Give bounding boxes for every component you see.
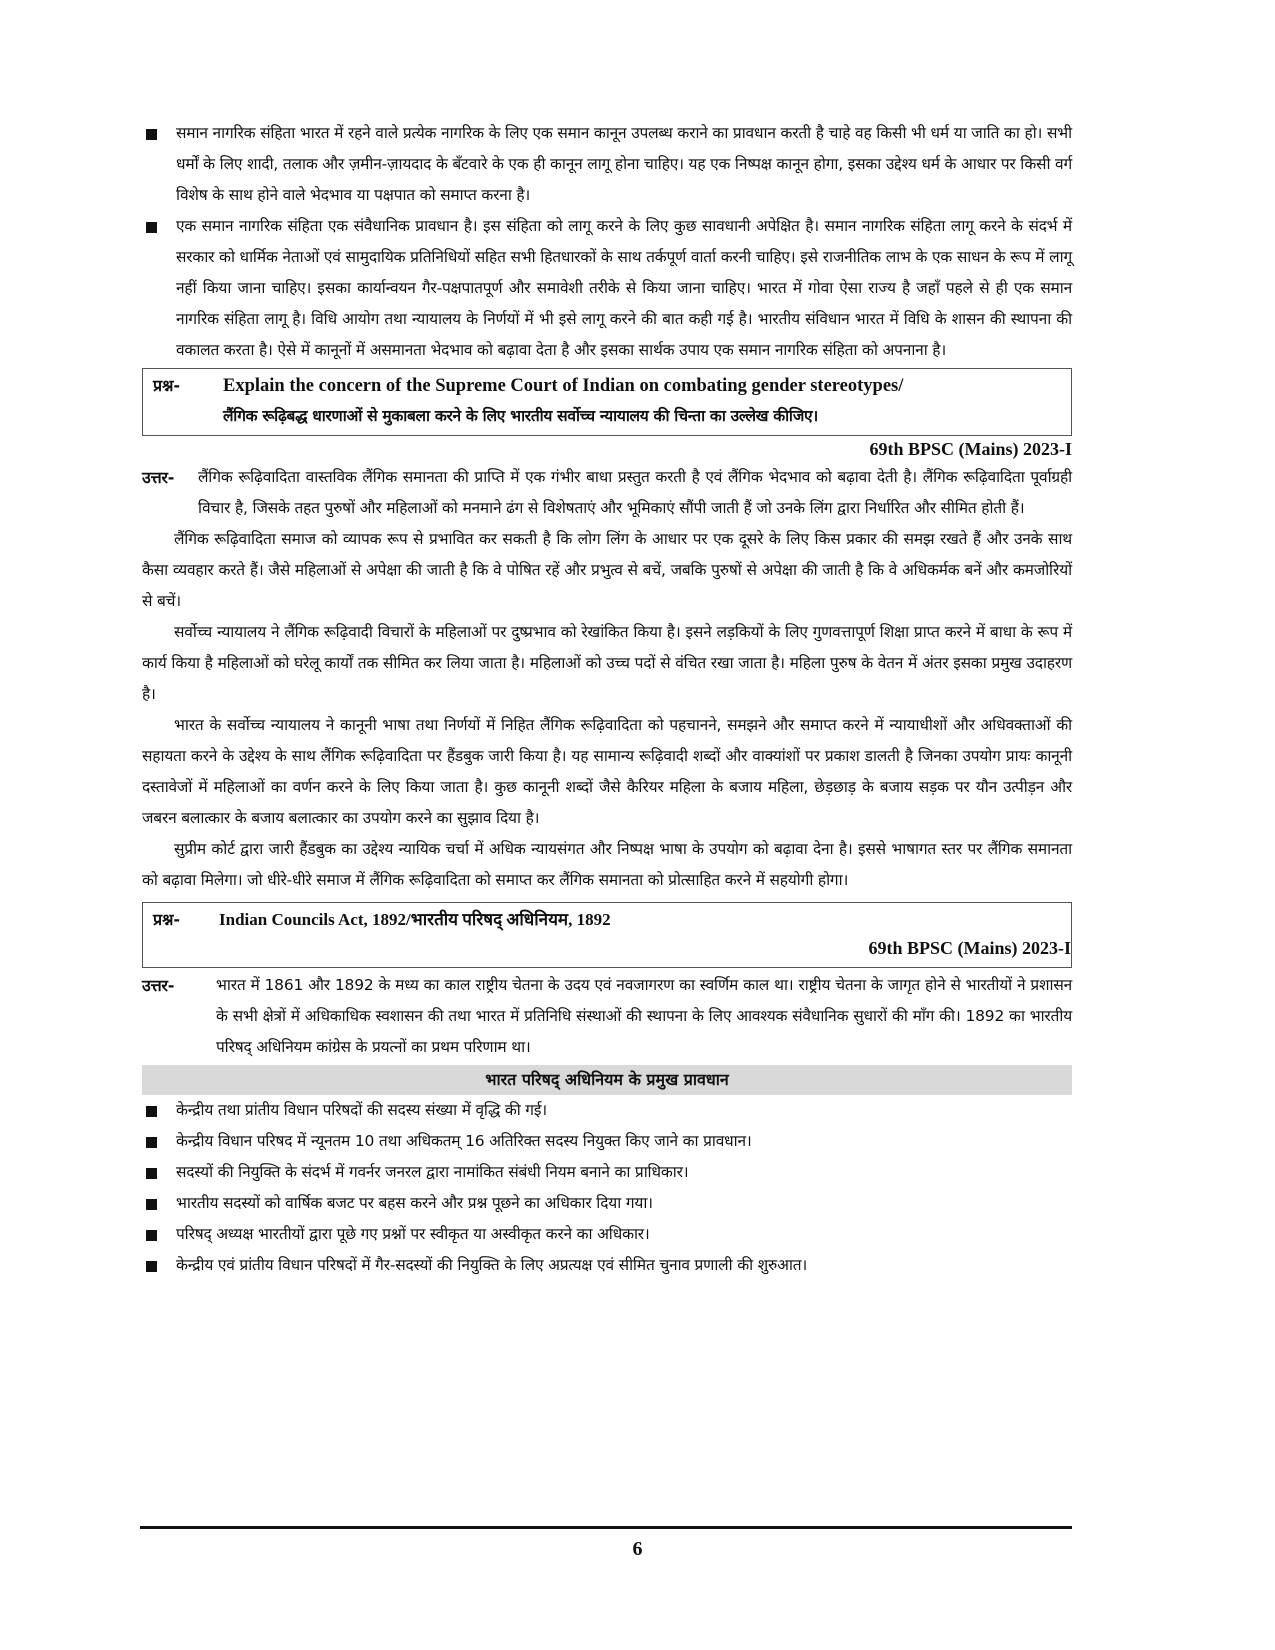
answer-block-2: [142, 970, 1072, 1063]
question-text-english: Explain the concern of the Supreme Court of Indian on combating gender stereotypes/: [223, 376, 904, 396]
square-bullet-icon: [146, 222, 157, 233]
provision-item: [142, 1188, 1072, 1219]
answer-intro: लैंगिक रूढ़िवादिता वास्तविक लैंगिक समानता की प्राप्ति में एक गंभीर बाधा प्रस्तुत करती है एवं लैंगिक भेदभाव को बढ़ावा देती है। लैंगिक रूढ़िवादिता पूर्वाग्रही विचार है, जिसके तहत पुरुषों और महिलाओं को मनमाने ढंग से विशेषताएं और भूमिकाएं सौंपी जाती हैं जो उनके लिंग द्वारा निर्धारित और सीमित होती हैं।: [198, 468, 1072, 517]
ucc-bullet-1: [142, 118, 1072, 211]
square-bullet-icon: [146, 129, 157, 140]
provision-item: [142, 1126, 1072, 1157]
provision-text: केन्द्रीय विधान परिषद में न्यूनतम 10 तथा अधिकतम् 16 अतिरिक्त सदस्य नियुक्त किए जाने का प्रावधान।: [176, 1132, 752, 1150]
provision-item: [142, 1219, 1072, 1250]
document-page: [142, 118, 1072, 1281]
answer-text: भारत में 1861 और 1892 के मध्य का काल राष्ट्रीय चेतना के उदय एवं नवजागरण का स्वर्णिम काल था। राष्ट्रीय चेतना के जागृत होने से भारतीयों ने प्रशासन के सभी क्षेत्रों में अधिकाधिक स्वशासन की तथा भारत में प्रतिनिधि संस्थाओं की स्थापना के लिए आवश्यक संवैधानिक सुधारों की माँग की। 1892 का भारतीय परिषद् अधिनियम कांग्रेस के प्रयत्नों का प्रथम परिणाम था।: [216, 976, 1072, 1056]
answer-block-1: [142, 462, 1072, 524]
question-label: प्रश्न-: [153, 376, 181, 395]
square-bullet-icon: [146, 1106, 157, 1117]
square-bullet-icon: [146, 1199, 157, 1210]
answer-paragraph: लैंगिक रूढ़िवादिता समाज को व्यापक रूप से प्रभावित कर सकती है कि लोग लिंग के आधार पर एक दूसरे के लिए किस प्रकार की समझ रखते हैं और उनके साथ कैसा व्यवहार करते हैं। जैसे महिलाओं से अपेक्षा की जाती है कि वे पोषित रहें और प्रभुत्व से बचें, जबकि पुरुषों से अपेक्षा की जाती है कि वे अधिकर्मक बनें और कमजोरियों से बचें।: [142, 530, 1072, 610]
provision-text: केन्द्रीय तथा प्रांतीय विधान परिषदों की सदस्य संख्या में वृद्धि की गई।: [176, 1101, 547, 1119]
square-bullet-icon: [146, 1230, 157, 1241]
answer-label: उत्तर-: [142, 976, 175, 995]
square-bullet-icon: [146, 1168, 157, 1179]
answer-label: उत्तर-: [142, 468, 175, 487]
answer-paragraph: सर्वोच्च न्यायालय ने लैंगिक रूढ़िवादी विचारों के महिलाओं पर दुष्प्रभाव को रेखांकित किया है। इसने लड़कियों के लिए गुणवत्तापूर्ण शिक्षा प्राप्त करने में बाधा के रूप में कार्य किया है महिलाओं को घरेलू कार्यों तक सीमित कर लिया जाता है। महिलाओं को उच्च पदों से वंचित रखा जाता है। महिला पुरुष के वेतन में अंतर इसका प्रमुख उदाहरण है।: [142, 623, 1072, 703]
question-label: प्रश्न-: [153, 910, 181, 929]
provisions-heading: भारत परिषद् अधिनियम के प्रमुख प्रावधान: [142, 1065, 1072, 1095]
answer-paragraph: सुप्रीम कोर्ट द्वारा जारी हैंडबुक का उद्देश्य न्यायिक चर्चा में अधिक न्यायसंगत और निष्पक्ष भाषा के उपयोग को बढ़ावा देना है। इससे भाषागत स्तर पर लैंगिक समानता को बढ़ावा मिलेगा। जो धीरे-धीरे समाज में लैंगिक रूढ़िवादिता को समाप्त कर लैंगिक समानता को प्रोत्साहित करने में सहयोगी होगा।: [142, 840, 1072, 889]
provision-text: भारतीय सदस्यों को वार्षिक बजट पर बहस करने और प्रश्न पूछने का अधिकार दिया गया।: [176, 1194, 653, 1212]
question-text-hindi: लैंगिक रूढ़िबद्ध धारणाओं से मुकाबला करने के लिए भारतीय सर्वोच्च न्यायालय की चिन्ता का उल्लेख कीजिए।: [223, 407, 818, 425]
square-bullet-icon: [146, 1261, 157, 1272]
exam-reference: 69th BPSC (Mains) 2023-I: [869, 439, 1072, 459]
provision-item: [142, 1250, 1072, 1281]
footer-divider: [140, 1526, 1072, 1529]
question-box-1: [142, 368, 1072, 436]
question-box-2: [142, 902, 1072, 968]
bullet-text: समान नागरिक संहिता भारत में रहने वाले प्रत्येक नागरिक के लिए एक समान कानून उपलब्ध कराने का प्रावधान करती है चाहे वह किसी भी धर्म या जाति का हो। सभी धर्मों के लिए शादी, तलाक और ज़मीन-ज़ायदाद के बँटवारे के एक ही कानून लागू होना चाहिए। यह एक निष्पक्ष कानून होगा, इसका उद्देश्य धर्म के आधार पर किसी वर्ग विशेष के साथ होने वाले भेदभाव या पक्षपात को समाप्त करना है।: [176, 124, 1072, 204]
ucc-bullet-2: [142, 211, 1072, 366]
provision-text: केन्द्रीय एवं प्रांतीय विधान परिषदों में गैर-सदस्यों की नियुक्ति के लिए अप्रत्यक्ष एवं सीमित चुनाव प्रणाली की शुरुआत।: [176, 1256, 808, 1274]
provision-item: [142, 1157, 1072, 1188]
provision-text: परिषद् अध्यक्ष भारतीयों द्वारा पूछे गए प्रश्नों पर स्वीकृत या अस्वीकृत करने का अधिकार।: [176, 1225, 650, 1243]
bullet-text: एक समान नागरिक संहिता एक संवैधानिक प्रावधान है। इस संहिता को लागू करने के लिए कुछ सावधानी अपेक्षित है। समान नागरिक संहिता लागू करने के संदर्भ में सरकार को धार्मिक नेताओं एवं सामुदायिक प्रतिनिधियों सहित सभी हितधारकों के साथ तर्कपूर्ण वार्ता करनी चाहिए। इसे राजनीतिक लाभ के एक साधन के रूप में लागू नहीं किया जाना चाहिए। इसका कार्यान्वयन गैर-पक्षपातपूर्ण और समावेशी तरीके से किया जाना चाहिए। भारत में गोवा ऐसा राज्य है जहाँ पहले से ही एक समान नागरिक संहिता लागू है। विधि आयोग तथा न्यायालय के निर्णयों में भी इसे लागू करने की बात कही गई है। भारतीय संविधान भारत में विधि के शासन की स्थापना की वकालत करता है। ऐसे में कानूनों में असमानता भेदभाव को बढ़ावा देता है और इसका सार्थक उपाय एक समान नागरिक संहिता को अपनाना है।: [176, 217, 1072, 359]
answer-paragraph: भारत के सर्वोच्च न्यायालय ने कानूनी भाषा तथा निर्णयों में निहित लैंगिक रूढ़िवादिता को पहचानने, समझने और समाप्त करने में न्यायाधीशों और अधिवक्ताओं की सहायता करने के उद्देश्य के साथ लैंगिक रूढ़िवादिता पर हैंडबुक जारी किया है। यह सामान्य रूढ़िवादी शब्दों और वाक्यांशों पर प्रकाश डालती है जिनका उपयोग प्रायः कानूनी दस्तावेजों में महिलाओं का वर्णन करने के लिए किया जाता है। कुछ कानूनी शब्दों जैसे कैरियर महिला के बजाय महिला, छेड़छाड़ के बजाय सड़क पर यौन उत्पीड़न और जबरन बलात्कार के बजाय बलात्कार का उपयोग करने का सुझाव दिया है।: [142, 716, 1073, 827]
question-text: Indian Councils Act, 1892/भारतीय परिषद् अधिनियम, 1892: [219, 910, 611, 929]
square-bullet-icon: [146, 1137, 157, 1148]
provision-item: [142, 1095, 1072, 1126]
page-number: 6: [632, 1538, 643, 1560]
provision-text: सदस्यों की नियुक्ति के संदर्भ में गवर्नर जनरल द्वारा नामांकित संबंधी नियम बनाने का प्राधिकार।: [176, 1163, 689, 1181]
exam-reference: 69th BPSC (Mains) 2023-I: [868, 938, 1071, 958]
